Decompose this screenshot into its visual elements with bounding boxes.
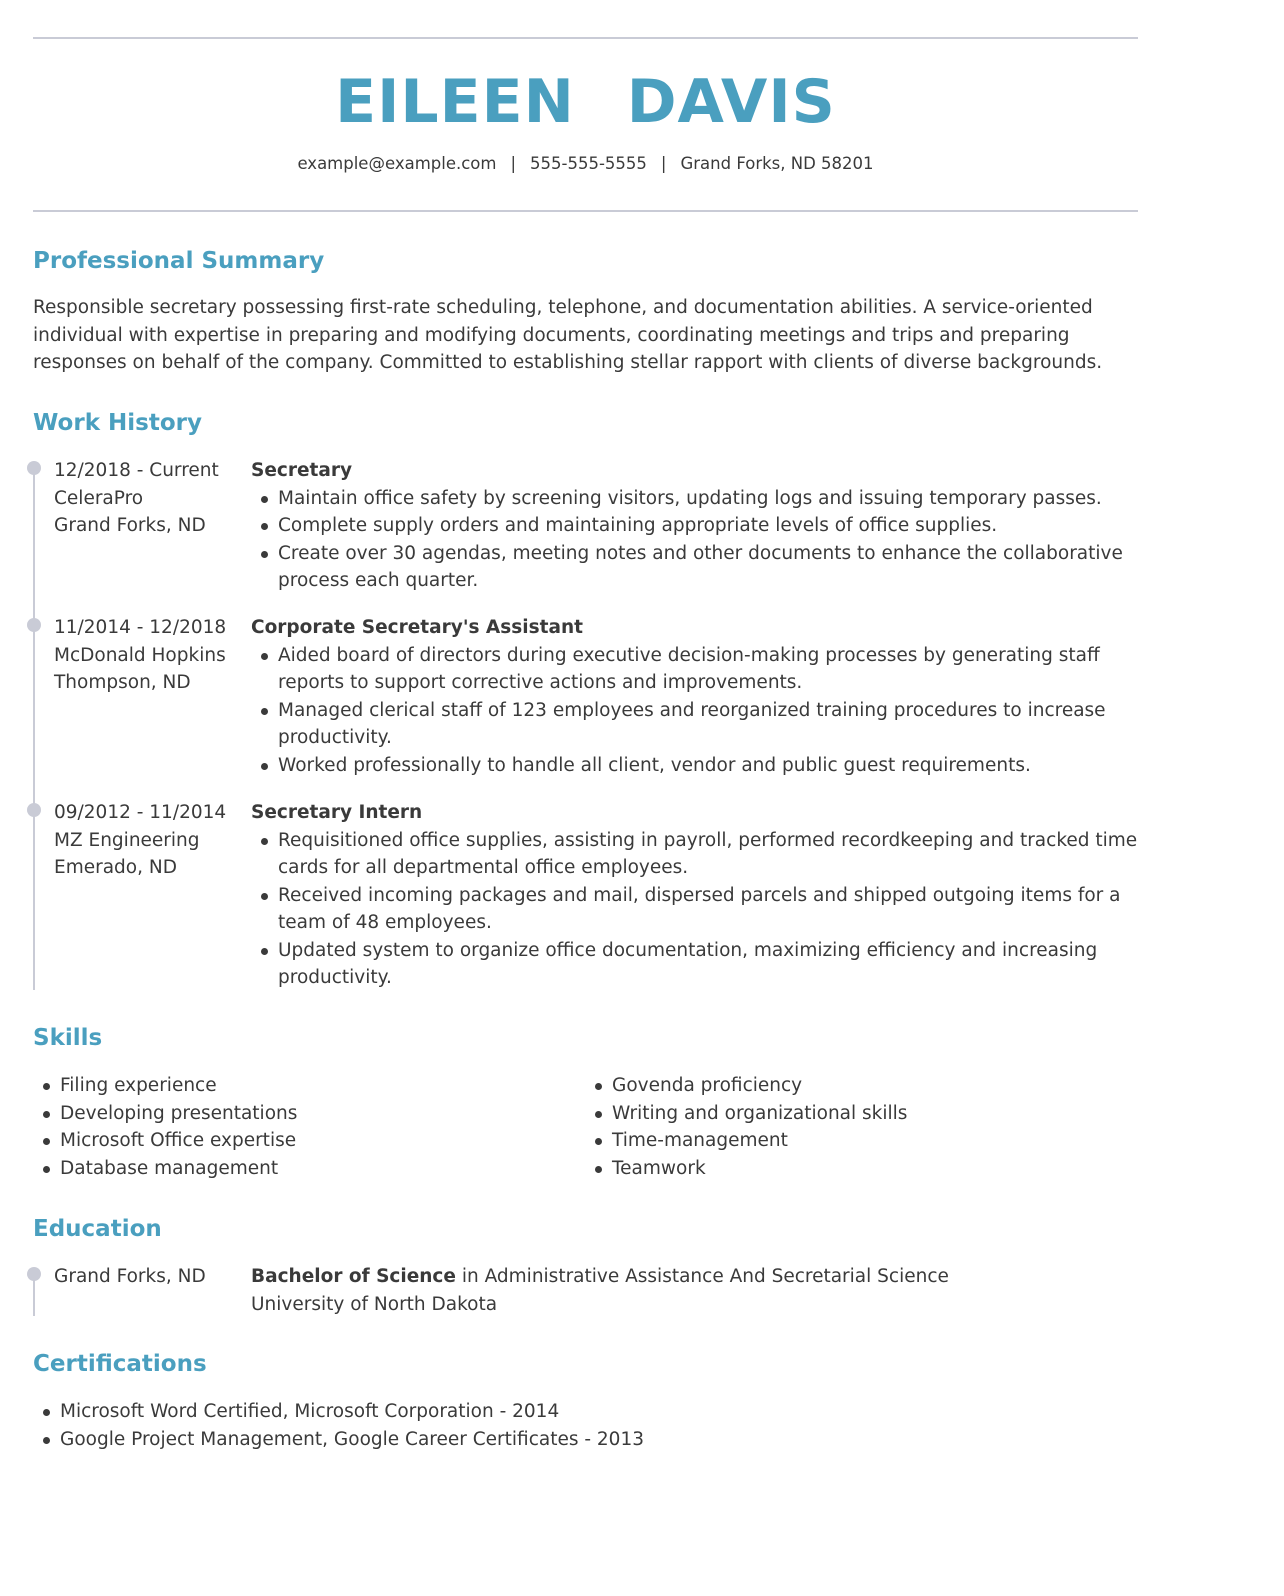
- skill-item: Govenda proficiency: [585, 1072, 1138, 1100]
- timeline-dot: [27, 618, 41, 632]
- job-dates: 11/2014 - 12/2018: [54, 617, 227, 638]
- job-bullet: Aided board of directors during executive decision-making processes by generating staff reports to support corrective actions and improvements.: [251, 642, 1138, 697]
- skill-item: Teamwork: [585, 1155, 1138, 1183]
- education-degree: Bachelor of Science: [251, 1266, 456, 1287]
- summary-heading: Professional Summary: [33, 248, 325, 274]
- top-divider: [33, 37, 1138, 39]
- skill-item: Writing and organizational skills: [585, 1100, 1138, 1128]
- job-bullets: [251, 485, 1138, 595]
- skill-item: Microsoft Office expertise: [33, 1127, 573, 1155]
- certifications-bullets: [33, 1398, 1138, 1453]
- timeline-dot: [27, 461, 41, 475]
- job-location: Thompson, ND: [54, 672, 191, 693]
- job-dates: 09/2012 - 11/2014: [54, 802, 227, 823]
- summary-text: Responsible secretary possessing first-rate scheduling, telephone, and documentation abilities. A service-oriented individual with expertise in preparing and modifying documents, coordinating meetings and trips and preparing responses on behalf of the company. Committed to establishing stellar rapport with clients of diverse backgrounds.: [33, 297, 1103, 373]
- contact-line: [33, 152, 1138, 176]
- certification-item: Microsoft Word Certified, Microsoft Corporation - 2014: [33, 1398, 1138, 1426]
- job-bullet: Worked professionally to handle all client, vendor and public guest requirements.: [251, 752, 1138, 780]
- timeline-dot: [27, 803, 41, 817]
- education-heading: Education: [33, 1216, 162, 1242]
- job-details: [251, 457, 1138, 595]
- job-title: Secretary: [251, 460, 353, 481]
- last-name: DAVIS: [626, 67, 836, 137]
- job-bullet: Received incoming packages and mail, dispersed parcels and shipped outgoing items for a team of 48 employees.: [251, 882, 1138, 937]
- timeline-dot: [27, 1267, 41, 1281]
- job-bullet: Complete supply orders and maintaining appropriate levels of office supplies.: [251, 512, 1138, 540]
- job-bullets: [251, 827, 1138, 992]
- job-bullets: [251, 642, 1138, 780]
- contact-phone: 555-555-5555: [530, 154, 647, 173]
- job-title: Corporate Secretary's Assistant: [251, 617, 583, 638]
- work-history-heading: Work History: [33, 410, 202, 436]
- job-location: Emerado, ND: [54, 857, 177, 878]
- certification-item: Google Project Management, Google Career Certificates - 2013: [33, 1426, 1138, 1454]
- header-divider: [33, 210, 1138, 212]
- skills-column-left: [33, 1072, 573, 1182]
- job-location: Grand Forks, ND: [54, 515, 206, 536]
- job-title: Secretary Intern: [251, 802, 423, 823]
- certifications-heading: Certifications: [33, 1351, 207, 1377]
- skill-item: Database management: [33, 1155, 573, 1183]
- job-company: MZ Engineering: [54, 829, 200, 851]
- contact-separator: |: [510, 154, 517, 173]
- job-bullet: Managed clerical staff of 123 employees and reorganized training procedures to increase productivity.: [251, 697, 1138, 752]
- job-bullet: Create over 30 agendas, meeting notes and other documents to enhance the collaborative process each quarter.: [251, 540, 1138, 595]
- candidate-name: [33, 66, 1138, 138]
- skill-item: Filing experience: [33, 1072, 573, 1100]
- job-bullet: Maintain office safety by screening visitors, updating logs and issuing temporary passes.: [251, 485, 1138, 513]
- job-company: McDonald Hopkins: [54, 644, 226, 666]
- education-school: University of North Dakota: [251, 1293, 498, 1315]
- certifications-list: [33, 1398, 1138, 1453]
- job-bullet: Updated system to organize office documentation, maximizing efficiency and increasing productivity.: [251, 937, 1138, 992]
- contact-email: example@example.com: [297, 154, 497, 173]
- skill-item: Developing presentations: [33, 1100, 573, 1128]
- education-location: Grand Forks, ND: [54, 1266, 206, 1287]
- job-bullet: Requisitioned office supplies, assisting in payroll, performed recordkeeping and tracked time cards for all departmental office employees.: [251, 827, 1138, 882]
- first-name: EILEEN: [335, 67, 575, 137]
- skills-heading: Skills: [33, 1025, 103, 1051]
- job-meta: [54, 457, 244, 540]
- education-field: in Administrative Assistance And Secretarial Science: [455, 1266, 949, 1287]
- skills-column-right: [585, 1072, 1138, 1182]
- contact-separator: |: [660, 154, 667, 173]
- education-degree-line: [251, 1263, 1138, 1291]
- job-meta: [54, 799, 244, 882]
- job-details: [251, 614, 1138, 779]
- work-timeline-line: [33, 468, 35, 990]
- job-company: CeleraPro: [54, 487, 144, 509]
- job-details: [251, 799, 1138, 992]
- education-details: [251, 1263, 1138, 1318]
- job-dates: 12/2018 - Current: [54, 460, 219, 481]
- contact-location: Grand Forks, ND 58201: [680, 154, 874, 173]
- skill-item: Time-management: [585, 1127, 1138, 1155]
- job-meta: [54, 614, 244, 697]
